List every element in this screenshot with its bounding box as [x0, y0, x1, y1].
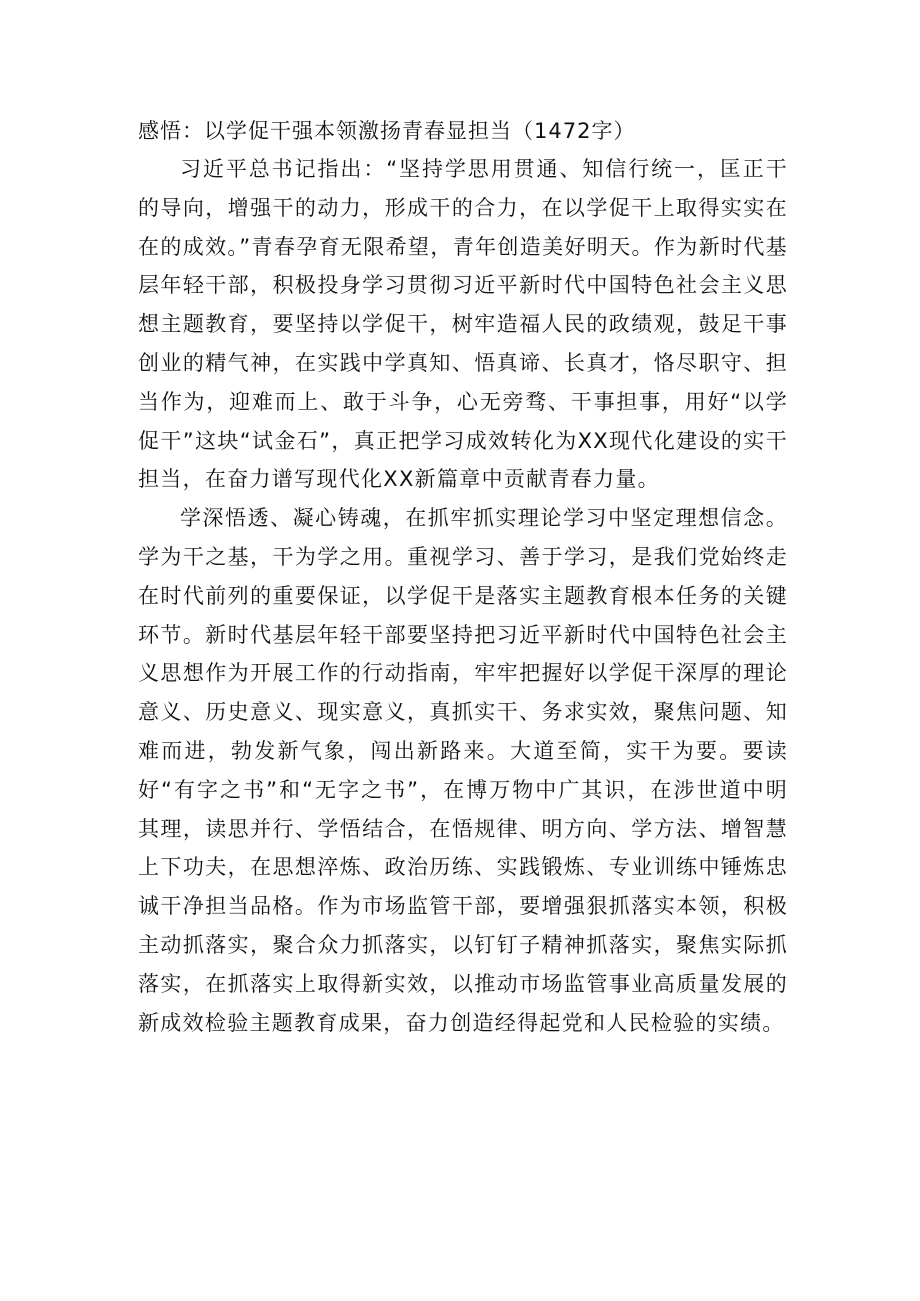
- paragraph-1: 习近平总书记指出：“坚持学思用贯通、知信行统一，匡正干的导向，增强干的动力，形成干的合力，在以学促干上取得实实在在的成效。”青春孕育无限希望，青年创造美好明天。作为新时代基层年轻干部，积极投身学习贯彻习近平新时代中国特色社会主义思想主题教育，要坚持以学促干，树牢造福人民的政绩观，鼓足干事创业的精气神，在实践中学真知、悟真谛、长真才，恪尽职守、担当作为，迎难而上、敢于斗争，心无旁骛、干事担事，用好“以学促干”这块“试金石”，真正把学习成效转化为XX现代化建设的实干担当，在奋力谱写现代化XX新篇章中贡献青春力量。: [138, 157, 788, 492]
- paragraph-2: 学深悟透、凝心铸魂，在抓牢抓实理论学习中坚定理想信念。学为干之基，干为学之用。重视学习、善于学习，是我们党始终走在时代前列的重要保证，以学促干是落实主题教育根本任务的关键环节。新时代基层年轻干部要坚持把习近平新时代中国特色社会主义思想作为开展工作的行动指南，牢牢把握好以学促干深厚的理论意义、历史意义、现实意义，真抓实干、务求实效，聚焦问题、知难而进，勃发新气象，闯出新路来。大道至简，实干为要。要读好“有字之书”和“无字之书”，在博万物中广其识，在涉世道中明其理，读思并行、学悟结合，在悟规律、明方向、学方法、增智慧上下功夫，在思想淬炼、政治历练、实践锻炼、专业训练中锤炼忠诚干净担当品格。作为市场监管干部，要增强狠抓落实本领，积极主动抓落实，聚合众力抓落实，以钉钉子精神抓落实，聚焦实际抓落实，在抓落实上取得新实效，以推动市场监管事业高质量发展的新成效检验主题教育成果，奋力创造经得起党和人民检验的实绩。: [138, 506, 788, 1035]
- document-title: 感悟：以学促干强本领激扬青春显担当（1472字）: [138, 119, 636, 143]
